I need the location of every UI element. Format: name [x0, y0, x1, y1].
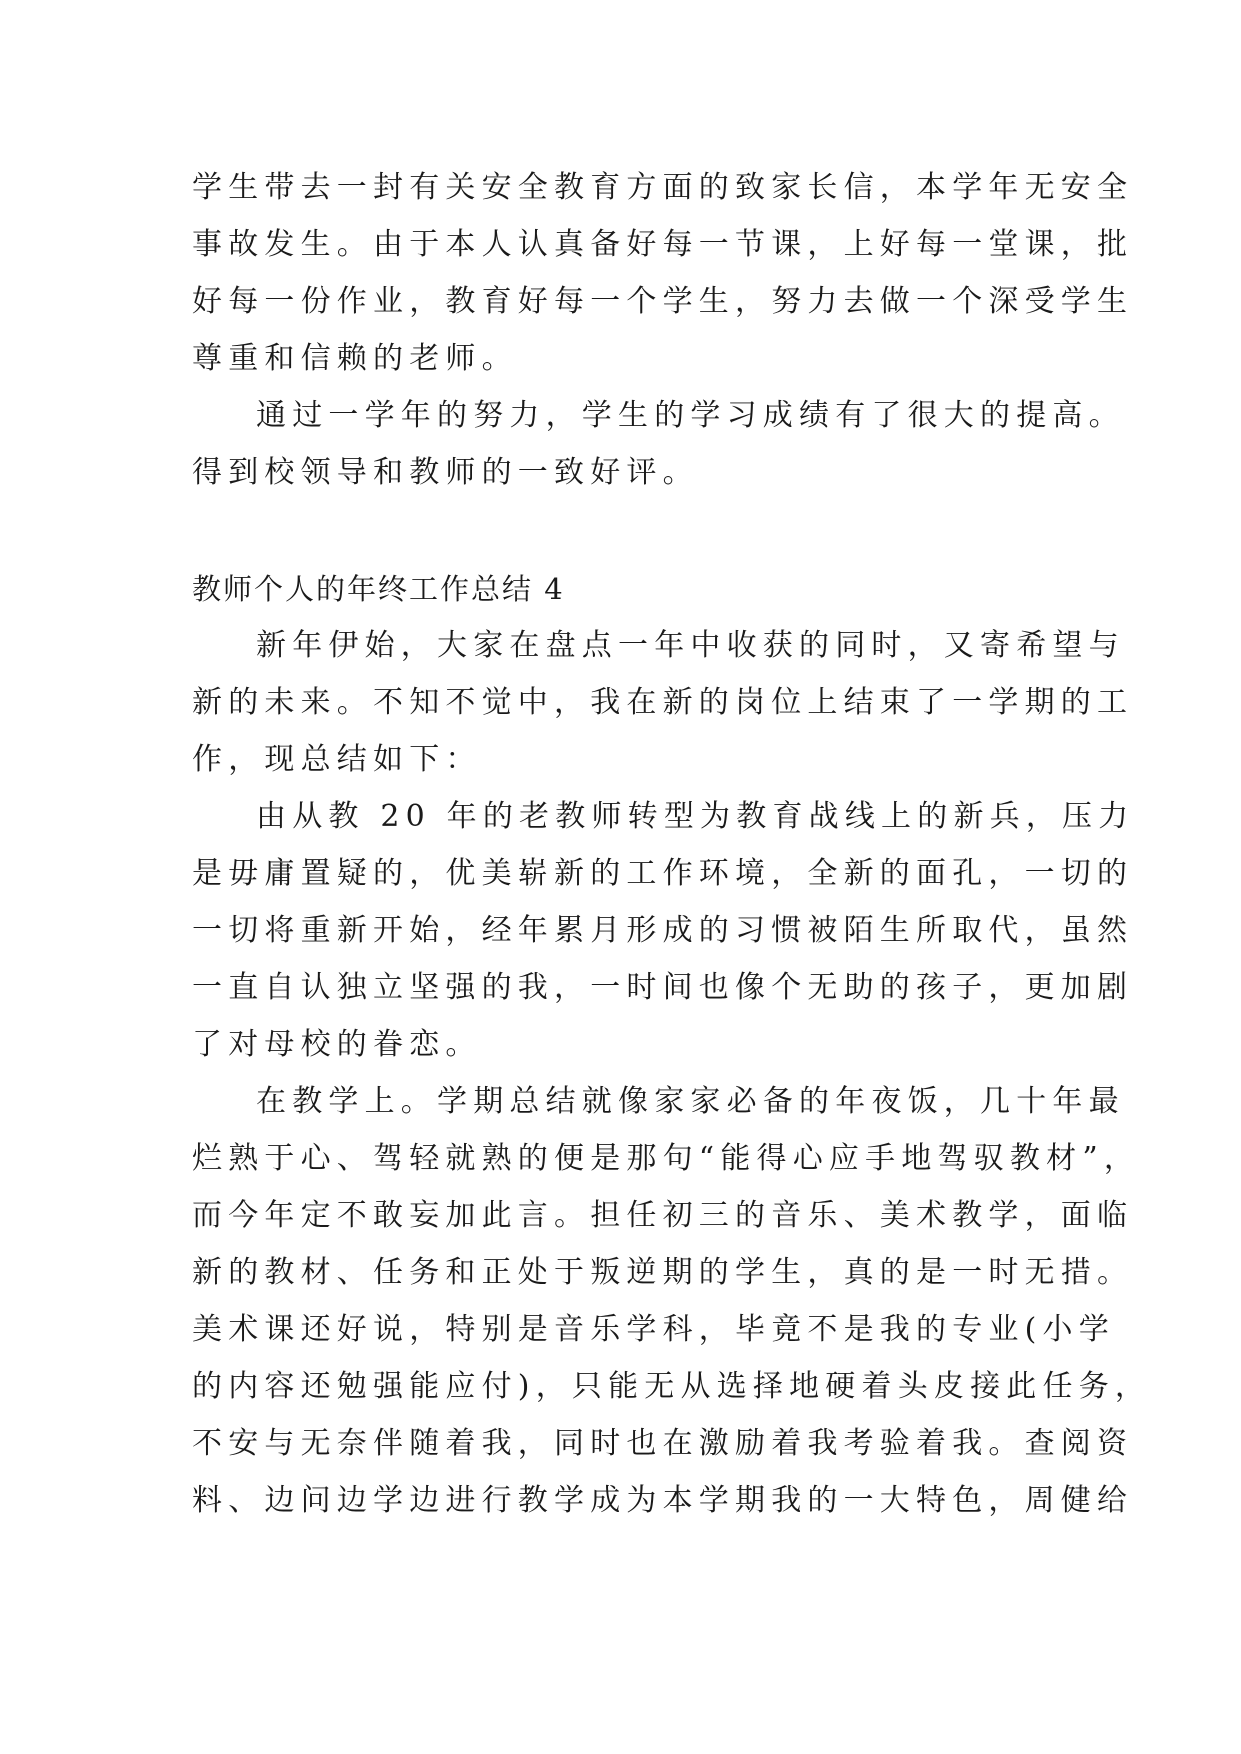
text-line: 一切将重新开始，经年累月形成的习惯被陌生所取代，虽然	[192, 913, 1134, 948]
text-line: 新的未来。不知不觉中，我在新的岗位上结束了一学期的工	[192, 685, 1134, 720]
text-line: 的内容还勉强能应付)，只能无从选择地硬着头皮接此任务，	[192, 1369, 1152, 1404]
text-line: 事故发生。由于本人认真备好每一节课，上好每一堂课，批	[192, 227, 1134, 262]
text-line: 好每一份作业，教育好每一个学生，努力去做一个深受学生	[192, 284, 1134, 319]
text-line: 得到校领导和教师的一致好评。	[192, 455, 699, 490]
text-line: 新年伊始，大家在盘点一年中收获的同时，又寄希望与	[256, 628, 1125, 663]
text-line: 新的教材、任务和正处于叛逆期的学生，真的是一时无措。	[192, 1255, 1134, 1290]
text-line: 了对母校的眷恋。	[192, 1027, 482, 1062]
text-line: 一直自认独立坚强的我，一时间也像个无助的孩子，更加剧	[192, 970, 1134, 1005]
text-line: 美术课还好说，特别是音乐学科，毕竟不是我的专业(小学	[192, 1312, 1115, 1347]
text-line: 烂熟于心、驾轻就熟的便是那句“能得心应手地驾驭教材”，	[192, 1141, 1141, 1176]
text-line: 在教学上。学期总结就像家家必备的年夜饭，几十年最	[256, 1084, 1125, 1119]
text-line: 是毋庸置疑的，优美崭新的工作环境，全新的面孔，一切的	[192, 856, 1134, 891]
text-line: 尊重和信赖的老师。	[192, 341, 518, 376]
text-line: 作，现总结如下：	[192, 742, 482, 777]
text-line: 通过一学年的努力，学生的学习成绩有了很大的提高。	[256, 398, 1125, 433]
text-line: 不安与无奈伴随着我，同时也在激励着我考验着我。查阅资	[192, 1426, 1134, 1461]
text-line: 由从教 20 年的老教师转型为教育战线上的新兵，压力	[256, 799, 1135, 834]
text-line: 而今年定不敢妄加此言。担任初三的音乐、美术教学，面临	[192, 1198, 1134, 1233]
section-heading: 教师个人的年终工作总结 4	[192, 572, 565, 606]
text-line: 学生带去一封有关安全教育方面的致家长信，本学年无安全	[192, 170, 1134, 205]
text-line: 料、边问边学边进行教学成为本学期我的一大特色，周健给	[192, 1483, 1134, 1518]
